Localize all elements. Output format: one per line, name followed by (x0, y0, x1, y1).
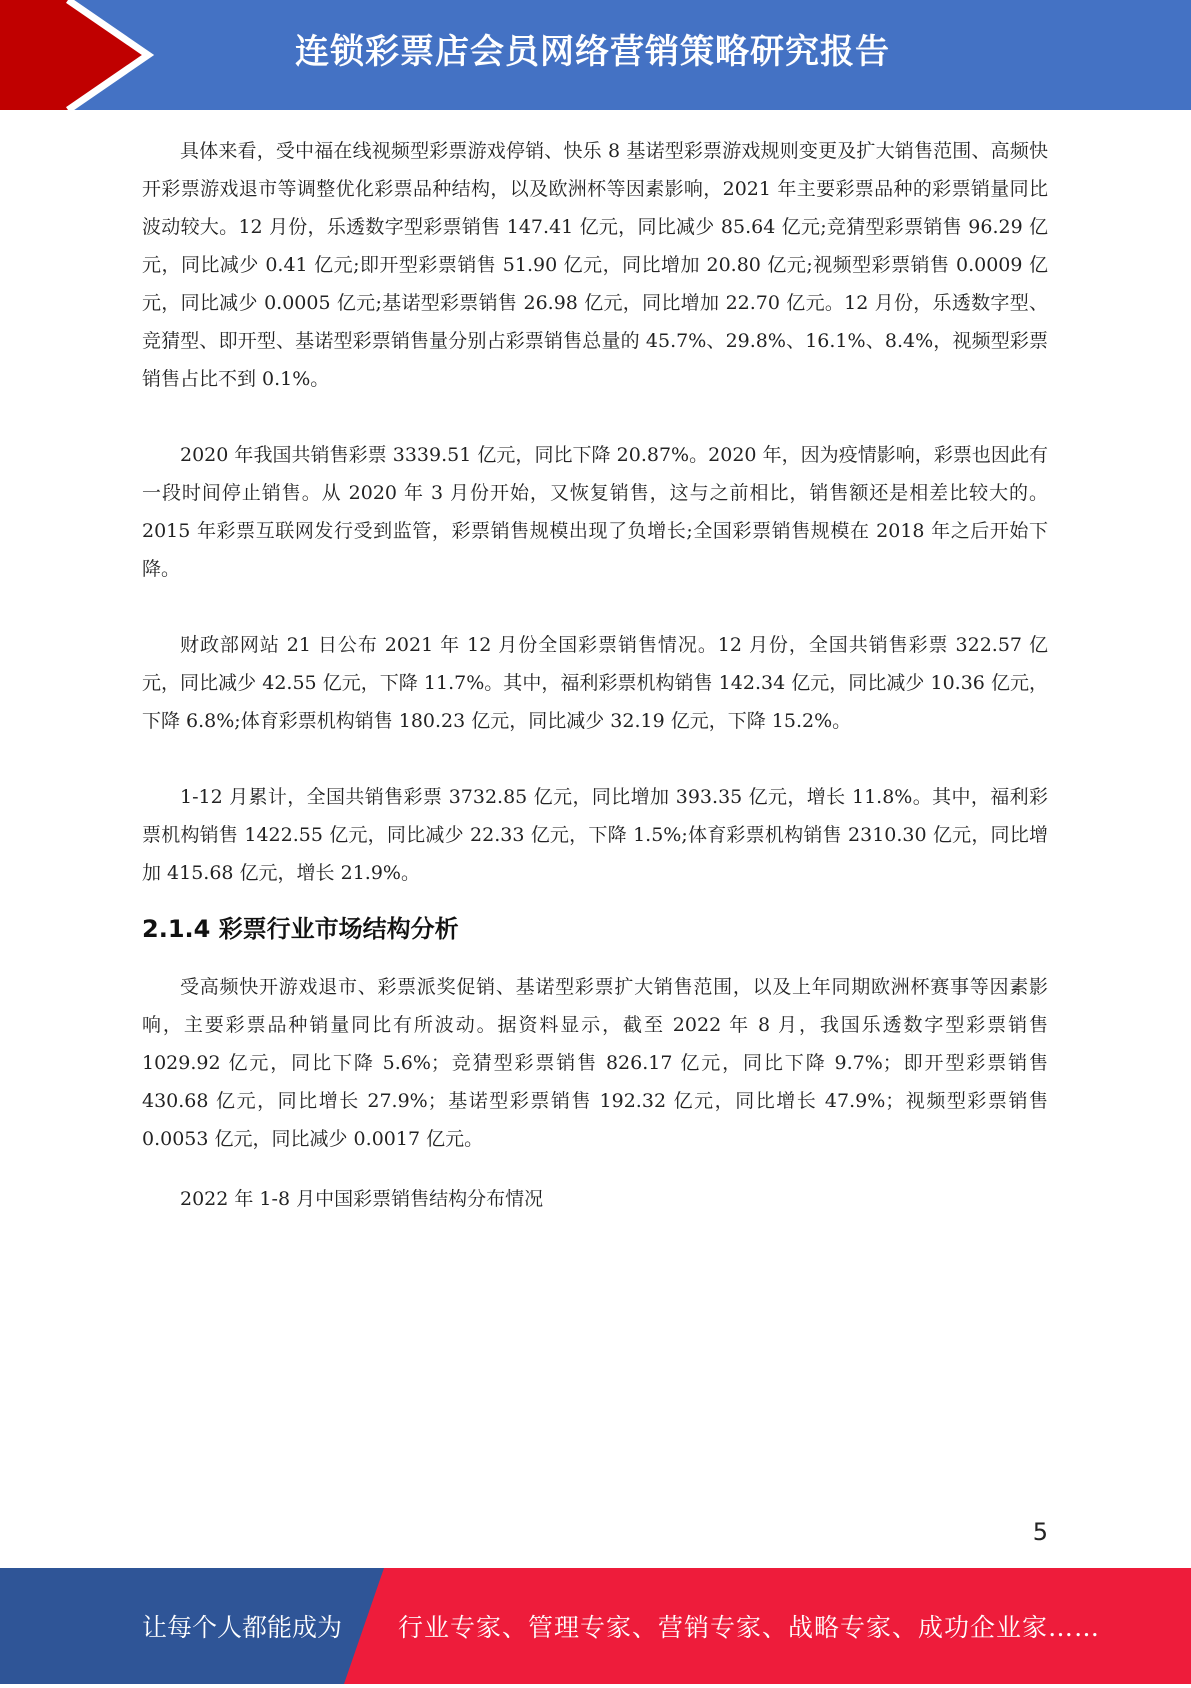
page-footer (0, 1568, 1191, 1684)
paragraph-1: 具体来看，受中福在线视频型彩票游戏停销、快乐 8 基诺型彩票游戏规则变更及扩大销售范围、高频快开彩票游戏退市等调整优化彩票品种结构，以及欧洲杯等因素影响，2021 年主要彩票品种的彩票销量同比波动较大。12 月份，乐透数字型彩票销售 147.41 亿元，同比减少 85.64 亿元;竞猜型彩票销售 96.29 亿元，同比减少 0.41 亿元;即开型彩票销售 51.90 亿元，同比增加 20.80 亿元;视频型彩票销售 0.0009 亿元，同比减少 0.0005 亿元;基诺型彩票销售 26.98 亿元，同比增加 22.70 亿元。12 月份，乐透数字型、竞猜型、即开型、基诺型彩票销售量分别占彩票销售总量的 45.7%、29.8%、16.1%、8.4%，视频型彩票销售占比不到 0.1%。 (142, 140, 1048, 390)
paragraph-2: 2020 年我国共销售彩票 3339.51 亿元，同比下降 20.87%。2020 年，因为疫情影响，彩票也因此有一段时间停止销售。从 2020 年 3 月份开始，又恢复销售，这与之前相比，销售额还是相差比较大的。2015 年彩票互联网发行受到监管，彩票销售规模出现了负增长;全国彩票销售规模在 2018 年之后开始下降。 (142, 444, 1048, 580)
paragraph-5: 受高频快开游戏退市、彩票派奖促销、基诺型彩票扩大销售范围，以及上年同期欧洲杯赛事等因素影响，主要彩票品种销量同比有所波动。据资料显示，截至 2022 年 8 月，我国乐透数字型彩票销售 1029.92 亿元，同比下降 5.6%；竞猜型彩票销售 826.17 亿元，同比下降 9.7%；即开型彩票销售 430.68 亿元，同比增长 27.9%；基诺型彩票销售 192.32 亿元，同比增长 47.9%；视频型彩票销售 0.0053 亿元，同比减少 0.0017 亿元。 (142, 976, 1048, 1150)
paragraph-4: 1-12 月累计，全国共销售彩票 3732.85 亿元，同比增加 393.35 亿元，增长 11.8%。其中，福利彩票机构销售 1422.55 亿元，同比减少 22.33 亿元，下降 1.5%;体育彩票机构销售 2310.30 亿元，同比增加 415.68 亿元，增长 21.9%。 (142, 786, 1048, 884)
red-arrow-shape (0, 0, 148, 110)
page-number: 5 (1032, 1518, 1048, 1546)
page-header (0, 0, 1191, 110)
page-body (142, 132, 1048, 1218)
paragraph-gap (142, 398, 1048, 436)
paragraph-gap (142, 740, 1048, 778)
footer-slogan-right: 行业专家、管理专家、营销专家、战略专家、成功企业家…… (398, 1613, 1101, 1642)
paragraph-gap (142, 588, 1048, 626)
footer-slogan-left: 让每个人都能成为 (142, 1613, 343, 1642)
report-title: 连锁彩票店会员网络营销策略研究报告 (295, 32, 890, 72)
paragraph-3: 财政部网站 21 日公布 2021 年 12 月份全国彩票销售情况。12 月份，全国共销售彩票 322.57 亿元，同比减少 42.55 亿元，下降 11.7%。其中，福利彩票机构销售 142.34 亿元，同比减少 10.36 亿元，下降 6.8%;体育彩票机构销售 180.23 亿元，同比减少 32.19 亿元，下降 15.2%。 (142, 634, 1048, 732)
figure-caption: 2022 年 1-8 月中国彩票销售结构分布情况 (180, 1188, 544, 1210)
section-heading: 2.1.4 彩票行业市场结构分析 (142, 915, 459, 943)
paragraph-gap (142, 1158, 1048, 1180)
